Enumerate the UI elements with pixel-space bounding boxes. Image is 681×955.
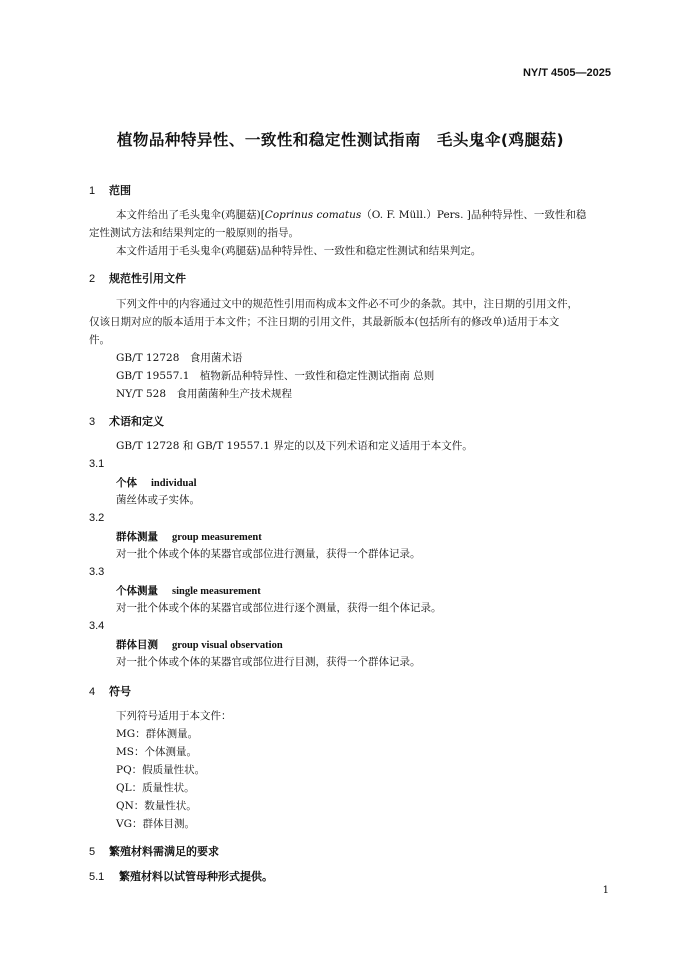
term-definition: 菌丝体或子实体。: [116, 494, 200, 506]
section-4-heading: [89, 683, 131, 699]
section-1-heading: [89, 182, 131, 198]
section-title: 规范性引用文件: [109, 272, 186, 285]
term-en: individual: [151, 478, 197, 489]
term-number: 3.2: [89, 512, 105, 524]
section-title: 范围: [109, 184, 131, 197]
reference-item: GB/T 12728 食用菌术语: [116, 352, 243, 364]
scope-paragraph-line-2: 定性测试方法和结果判定的一般原则的指导。: [89, 227, 299, 239]
symbol-item: MS：个体测量。: [116, 746, 197, 758]
standard-number: NY/T 4505—2025: [522, 67, 611, 79]
section-title: 符号: [109, 685, 131, 698]
terms-intro: GB/T 12728 和 GB/T 19557.1 界定的以及下列术语和定义适用于本文件。: [116, 440, 473, 452]
scope-paragraph-2: 本文件适用于毛头鬼伞(鸡腿菇)品种特异性、一致性和稳定性测试和结果判定。: [116, 245, 482, 257]
term-heading: [116, 475, 197, 490]
term-en: single measurement: [172, 586, 261, 597]
term-zh: 群体目测: [116, 639, 158, 651]
symbol-item: QL：质量性状。: [116, 782, 195, 794]
term-number: 3.3: [89, 566, 105, 578]
section-title: 术语和定义: [109, 415, 164, 428]
subsection-5-1: [89, 868, 273, 884]
section-2-heading: [89, 270, 186, 286]
term-zh: 个体: [116, 477, 137, 489]
term-number: 3.1: [89, 458, 105, 470]
term-en: group visual observation: [172, 640, 283, 651]
term-definition: 对一批个体或个体的某器官或部位进行逐个测量，获得一组个体记录。: [116, 602, 442, 614]
symbol-item: PQ：假质量性状。: [116, 764, 206, 776]
symbol-item: MG：群体测量。: [116, 728, 199, 740]
term-zh: 群体测量: [116, 531, 158, 543]
term-en: group measurement: [172, 532, 262, 543]
section-number: 1: [89, 185, 96, 197]
section-number: 3: [89, 416, 96, 428]
references-paragraph-line-1: 下列文件中的内容通过文中的规范性引用而构成本文件必不可少的条款。其中，注日期的引用文件，: [116, 298, 578, 310]
document-title: 植物品种特异性、一致性和稳定性测试指南 毛头鬼伞(鸡腿菇): [116, 131, 565, 149]
section-5-heading: [89, 843, 219, 859]
symbol-item: VG：群体目测。: [116, 818, 195, 830]
term-zh: 个体测量: [116, 585, 158, 597]
section-number: 2: [89, 273, 96, 285]
text-run: （O. F. Müll.）Pers. ]品种特异性、一致性和稳: [361, 209, 587, 221]
references-paragraph-line-2: 仅该日期对应的版本适用于本文件；不注日期的引用文件，其最新版本(包括所有的修改单)适用于本文: [89, 316, 560, 328]
symbols-intro: 下列符号适用于本文件：: [116, 710, 232, 722]
section-number: 4: [89, 686, 96, 698]
term-number: 3.4: [89, 620, 105, 632]
section-3-heading: [89, 413, 164, 429]
text-run: 本文件给出了毛头鬼伞(鸡腿菇)[: [116, 209, 265, 221]
reference-item: NY/T 528 食用菌菌种生产技术规程: [116, 388, 293, 400]
subsection-text: 繁殖材料以试管母种形式提供。: [119, 870, 273, 883]
section-number: 5: [89, 846, 96, 858]
term-heading: [116, 583, 261, 598]
page-number: 1: [602, 885, 609, 896]
reference-item: GB/T 19557.1 植物新品种特异性、一致性和稳定性测试指南 总则: [116, 370, 435, 382]
symbol-item: QN：数量性状。: [116, 800, 197, 812]
latin-name: Coprinus comatus: [264, 209, 362, 221]
term-heading: [116, 529, 262, 544]
references-paragraph-line-3: 件。: [89, 334, 110, 346]
scope-paragraph-line-1: [116, 206, 586, 224]
term-heading: [116, 637, 283, 652]
section-title: 繁殖材料需满足的要求: [109, 845, 219, 858]
term-definition: 对一批个体或个体的某器官或部位进行目测，获得一个群体记录。: [116, 656, 421, 668]
term-definition: 对一批个体或个体的某器官或部位进行测量，获得一个群体记录。: [116, 548, 421, 560]
subsection-number: 5.1: [89, 871, 105, 883]
